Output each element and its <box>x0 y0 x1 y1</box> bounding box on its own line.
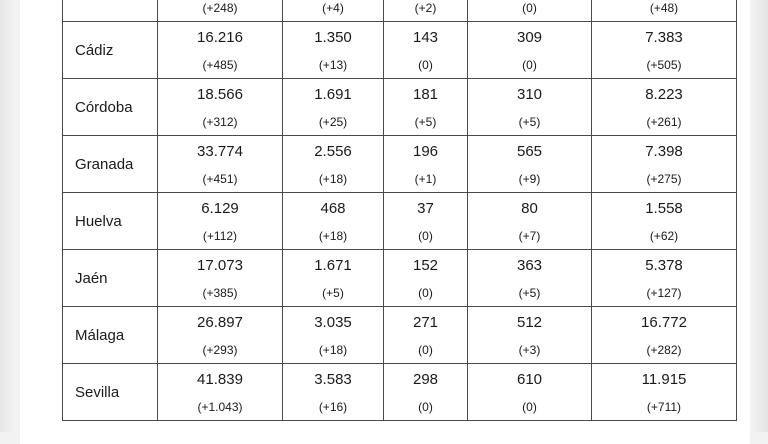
cell-delta: (+25) <box>318 115 348 129</box>
cell-delta: (0) <box>418 400 433 414</box>
cell-delta: (+5) <box>322 286 344 300</box>
cell-content <box>592 193 736 249</box>
cell-delta: (+127) <box>646 286 682 300</box>
table-row <box>63 0 737 22</box>
table-cell <box>283 79 384 136</box>
cell-content <box>468 0 591 21</box>
page-edge-left <box>0 0 16 432</box>
cell-delta: (+4) <box>322 1 344 15</box>
cell-content <box>158 364 282 420</box>
cell-value: 271 <box>412 314 439 331</box>
table-cell <box>468 250 592 307</box>
cell-delta: (+275) <box>646 172 682 186</box>
province-stats-table <box>62 0 737 421</box>
province-name: Granada <box>63 136 158 193</box>
table-cell <box>384 364 468 421</box>
table-cell <box>283 136 384 193</box>
cell-value: 17.073 <box>197 257 243 274</box>
cell-content <box>283 307 383 363</box>
cell-value: 8.223 <box>645 86 683 103</box>
table-cell <box>384 193 468 250</box>
cell-delta: (+112) <box>202 229 238 243</box>
table-cell <box>468 22 592 79</box>
cell-content <box>158 193 282 249</box>
table-cell <box>384 250 468 307</box>
cell-content <box>592 22 736 78</box>
cell-content <box>283 136 383 192</box>
cell-value: 3.035 <box>314 314 352 331</box>
cell-value: 2.556 <box>314 143 352 160</box>
cell-delta: (+2) <box>414 1 437 15</box>
table-cell <box>468 0 592 22</box>
cell-content <box>592 364 736 420</box>
cell-delta: (0) <box>522 58 537 72</box>
province-name: Córdoba <box>63 79 158 136</box>
cell-value: 468 <box>320 200 346 217</box>
table-row <box>63 79 737 136</box>
table-cell <box>592 136 737 193</box>
cell-value: 80 <box>521 200 538 217</box>
cell-delta: (+7) <box>518 229 541 243</box>
cell-content <box>468 250 591 306</box>
table-cell <box>592 307 737 364</box>
cell-value: 363 <box>516 257 543 274</box>
table-row <box>63 250 737 307</box>
cell-value: 7.383 <box>645 29 683 46</box>
cell-value: 16.216 <box>197 29 243 46</box>
cell-content <box>468 136 591 192</box>
table-cell <box>158 364 283 421</box>
cell-content <box>158 307 282 363</box>
cell-delta: (0) <box>418 229 433 243</box>
table-cell <box>158 22 283 79</box>
cell-content <box>283 364 383 420</box>
table-cell <box>468 136 592 193</box>
cell-content <box>158 250 282 306</box>
cell-delta: (0) <box>418 343 433 357</box>
cell-value: 1.558 <box>645 200 683 217</box>
cell-value: 3.583 <box>314 371 352 388</box>
cell-delta: (+5) <box>414 115 437 129</box>
cell-value: 152 <box>412 257 439 274</box>
page-edge-right <box>750 0 768 432</box>
cell-value: 37 <box>417 200 434 217</box>
table-cell <box>592 79 737 136</box>
cell-content <box>384 193 467 249</box>
province-name: Jaén <box>63 250 158 307</box>
cell-content <box>384 136 467 192</box>
cell-value: 5.378 <box>645 257 683 274</box>
cell-value: 26.897 <box>197 314 243 331</box>
table-cell <box>158 136 283 193</box>
cell-delta: (+312) <box>202 115 238 129</box>
province-name <box>63 0 158 22</box>
cell-content <box>384 307 467 363</box>
cell-delta: (+18) <box>318 172 348 186</box>
table-cell <box>384 307 468 364</box>
cell-delta: (0) <box>522 400 537 414</box>
table-cell <box>468 79 592 136</box>
cell-value: 18.566 <box>197 86 243 103</box>
cell-content <box>283 0 383 21</box>
table-cell <box>158 307 283 364</box>
cell-content <box>468 22 591 78</box>
cell-delta: (+293) <box>202 343 238 357</box>
cell-delta: (+248) <box>202 1 238 15</box>
cell-delta: (0) <box>418 58 433 72</box>
cell-delta: (+451) <box>202 172 238 186</box>
cell-delta: (0) <box>418 286 433 300</box>
table-row <box>63 307 737 364</box>
table-cell <box>283 0 384 22</box>
table-cell <box>468 193 592 250</box>
cell-value: 1.691 <box>314 86 352 103</box>
table-cell <box>158 250 283 307</box>
cell-value: 143 <box>412 29 439 46</box>
table-cell <box>283 364 384 421</box>
cell-delta: (+18) <box>318 229 348 243</box>
cell-value: 512 <box>516 314 543 331</box>
table-cell <box>384 0 468 22</box>
cell-value: 181 <box>412 86 439 103</box>
province-name: Sevilla <box>63 364 158 421</box>
cell-content <box>384 250 467 306</box>
cell-content <box>158 136 282 192</box>
table-body <box>63 0 737 421</box>
cell-delta: (+48) <box>649 1 679 15</box>
table-row <box>63 22 737 79</box>
table-cell <box>592 250 737 307</box>
cell-value: 196 <box>412 143 439 160</box>
cell-delta: (+505) <box>646 58 682 72</box>
cell-delta: (+1.043) <box>197 400 243 414</box>
table-cell <box>592 22 737 79</box>
cell-delta: (+5) <box>518 286 541 300</box>
table-cell <box>158 79 283 136</box>
cell-value: 1.671 <box>314 257 352 274</box>
table-cell <box>384 79 468 136</box>
cell-content <box>158 0 282 21</box>
table-cell <box>283 193 384 250</box>
table-row <box>63 136 737 193</box>
table-cell <box>384 22 468 79</box>
table-cell <box>592 364 737 421</box>
table-cell <box>592 193 737 250</box>
cell-content <box>158 22 282 78</box>
cell-delta: (+62) <box>649 229 679 243</box>
cell-content <box>592 79 736 135</box>
cell-delta: (+385) <box>202 286 238 300</box>
cell-content <box>468 364 591 420</box>
cell-value: 1.350 <box>314 29 352 46</box>
cell-content <box>468 307 591 363</box>
cell-content <box>384 0 467 21</box>
cell-content <box>384 22 467 78</box>
cell-value: 33.774 <box>197 143 243 160</box>
cell-value: 565 <box>516 143 543 160</box>
cell-delta: (+13) <box>318 58 348 72</box>
cell-value: 16.772 <box>641 314 687 331</box>
cell-content <box>283 22 383 78</box>
cell-content <box>158 79 282 135</box>
table-row <box>63 364 737 421</box>
table-cell <box>468 307 592 364</box>
province-name: Cádiz <box>63 22 158 79</box>
table-cell <box>283 22 384 79</box>
cell-delta: (+9) <box>518 172 541 186</box>
cell-delta: (+1) <box>414 172 437 186</box>
cell-content <box>592 250 736 306</box>
cell-content <box>283 193 383 249</box>
cell-delta: (+5) <box>518 115 541 129</box>
cell-delta: (+16) <box>318 400 348 414</box>
table-cell <box>468 364 592 421</box>
table-cell <box>158 0 283 22</box>
cell-value: 298 <box>412 371 439 388</box>
province-name: Huelva <box>63 193 158 250</box>
cell-delta: (+3) <box>518 343 541 357</box>
table-cell <box>158 193 283 250</box>
cell-content <box>283 250 383 306</box>
cell-content <box>592 136 736 192</box>
cell-value: 7.398 <box>645 143 683 160</box>
cell-value: 41.839 <box>197 371 243 388</box>
table-cell <box>592 0 737 22</box>
table-cell <box>283 307 384 364</box>
cell-delta: (+711) <box>646 400 682 414</box>
cell-value: 310 <box>516 86 543 103</box>
cell-content <box>468 193 591 249</box>
cell-content <box>384 364 467 420</box>
cell-content <box>592 307 736 363</box>
table-cell <box>384 136 468 193</box>
cell-value: 309 <box>516 29 543 46</box>
province-name: Málaga <box>63 307 158 364</box>
cell-delta: (+261) <box>646 115 682 129</box>
cell-content <box>384 79 467 135</box>
cell-delta: (+282) <box>646 343 682 357</box>
table-cell <box>283 250 384 307</box>
cell-delta: (+485) <box>202 58 238 72</box>
cell-delta: (+18) <box>318 343 348 357</box>
cell-content <box>592 0 736 21</box>
table-row <box>63 193 737 250</box>
cell-value: 11.915 <box>641 371 687 388</box>
cell-delta: (0) <box>522 1 537 15</box>
cell-value: 610 <box>516 371 543 388</box>
cell-value: 6.129 <box>201 200 239 217</box>
document-sheet <box>20 0 750 444</box>
cell-content <box>283 79 383 135</box>
cell-content <box>468 79 591 135</box>
